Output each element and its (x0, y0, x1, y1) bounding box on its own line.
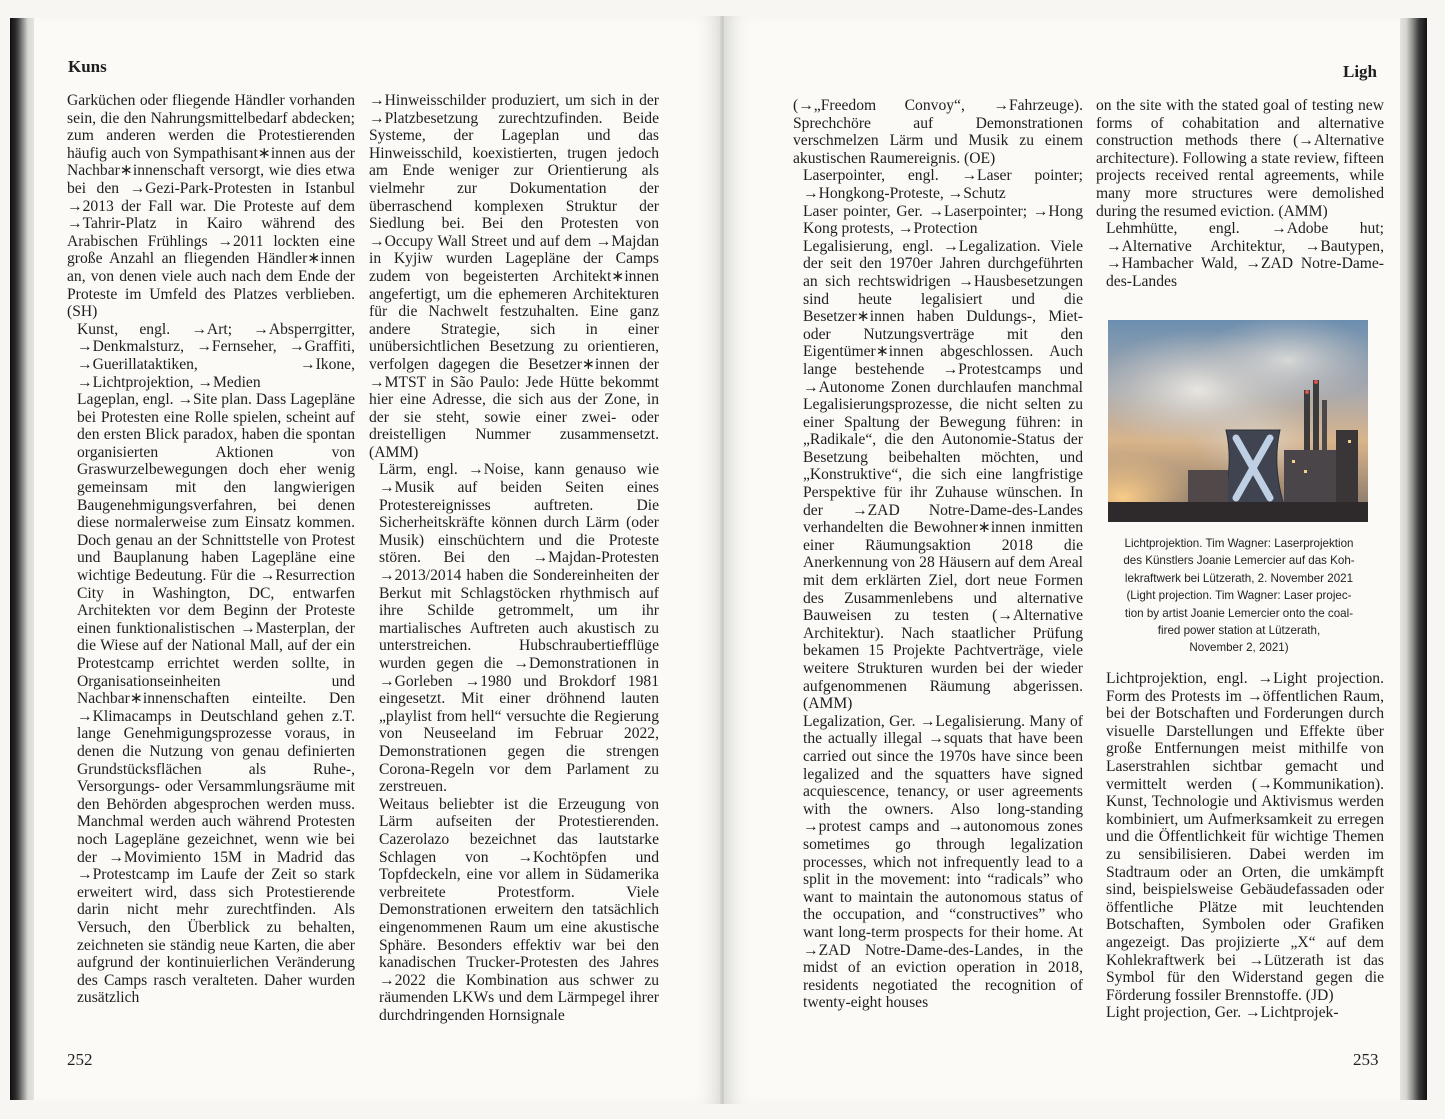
text-paragraph: Weitaus beliebter ist die Erzeugung von Lärm aufseiten der Protestierenden. Cazerolazo bezeichnet das lautstarke Schlagen von →Kochtöpfen und Topfdeckeln, eine vor allem in Südamerika verbreitete Protestform. Viele Demonstrationen erweitern den tatsächlich eingenommenen Raum um eine akustische Sphäre. Besonders effektiv war bei den kanadischen Trucker-Protesten des Jahres →2022 die Kombination aus schwer zu räumenden LKWs und dem Lärmpegel ihrer durchdringenden Hornsignale (379, 795, 659, 1024)
caption-line: des Künstlers Joanie Lemercier auf das Koh- (1123, 554, 1355, 568)
right-column-1 (793, 97, 1083, 1012)
caption-line: November 2, 2021) (1189, 641, 1289, 655)
caption-line: fired power station at Lützerath, (1157, 624, 1321, 638)
entry-laerm: Lärm, engl. →Noise, kann genauso wie →Musik auf beiden Seiten eines Protestereignisses auftreten. Die Sicherheitskräfte können durch Lärm (oder Musik) einschüchtern und die Proteste stören. Bei den →Majdan-Protesten →2013/2014 haben die Sondereinheiten der Berkut mit Schlagstöcken rhythmisch auf ihre Schilde getrommelt, um ihr martialisches Auftreten auch akustisch zu unterstreichen. Hubschraubertiefflüge wurden gegen die →Demonstrationen in →Gorleben →1980 und Brokdorf 1981 eingesetzt. Mit einer dröhnend lauten „playlist from hell“ versuchte die Regierung von Neuseeland im Februar 2022, Demonstrationen gegen die strengen Corona-Regeln vor dem Parlament zu zerstreuen. (379, 461, 659, 796)
left-page-number: 252 (67, 1050, 93, 1069)
left-column-2 (369, 92, 659, 1024)
photo-caption (1098, 535, 1380, 657)
text-paragraph: Garküchen oder fliegende Händler vorhanden sein, die den Nahrungsmittelbedarf abdecken; zum anderen werden die Protestierenden häufig auch von Sympathisant∗innen aus der Nachbar∗innenschaft versorgt, wie dies etwa bei den →Gezi-Park-Protesten in Istanbul →2013 der Fall war. Die Proteste auf dem →Tahrir-Platz in Kairo während des Arabischen Frühlings →2011 lockten eine große Anzahl an fliegenden Händler∗innen an, von denen viele auch nach dem Ende der Proteste im Umfeld des Platzes verblieben. (SH) (67, 92, 355, 321)
right-column-2-bottom (1096, 670, 1384, 1022)
entry-laser-pointer: Laser pointer, Ger. →Laserpointer; →Hong Kong protests, →Protection (803, 202, 1083, 238)
left-column-1 (67, 92, 355, 1007)
entry-kunst: Kunst, engl. →Art; →Absperrgitter, →Denkmalsturz, →Fernseher, →Graffiti, →Guerillataktiken, →Ikone, →Lichtprojektion, →Medien (77, 320, 355, 391)
right-running-header: Ligh (1343, 62, 1378, 81)
caption-line: (Light projection. Tim Wagner: Laser projec- (1126, 589, 1352, 603)
right-column-2-top (1096, 97, 1384, 291)
right-page-number: 253 (1353, 1050, 1379, 1069)
entry-light-projection: Light projection, Ger. →Lichtprojek- (1106, 1004, 1339, 1022)
entry-legalisierung: Legalisierung, engl. →Legalization. Viele der seit den 1970er Jahren durchgeführten an sich rechtswidrigen →Hausbesetzungen sind heute legalisiert und die Besetzer∗innen haben Duldungs-, Miet- oder Nutzungsverträge mit den Eigentümer∗innen abgeschlossen. Auch lange bestehende →Protestcamps und →Autonome Zonen durchlaufen manchmal Legalisierungsprozesse, die nicht selten zu einer Spaltung der Bewegung führen: in „Radikale“, die den Autonomie-Status der Besetzung beibehalten möchten, und „Konstruktive“, die sich eine langfristige Perspektive für ihr Zuhause wünschen. In der →ZAD Notre-Dame-des-Landes verhandelten die Bewohner∗innen inmitten einer Räumungsaktion 2018 die Anerkennung von 28 Häusern auf dem Areal mit dem erklärten Ziel, dort neue Formen des Zusammenlebens und alternative Bauweisen zu testen (→Alternative Architektur). Nach staatlicher Prüfung bekamen 15 Projekte Pachtverträge, viele weitere Strukturen wurden bei der wieder aufgenommenen Räumung abgerissen. (AMM) (803, 237, 1083, 713)
entry-lichtprojektion: Lichtprojektion, engl. →Light projection. Form des Protests im →öffentlichen Raum, bei der Botschaften und Forderungen durch visuelle Darstellungen und Effekte über große Entfernungen meist mithilfe von Laserstrahlen sichtbar gemacht und vermittelt werden (→Kommunikation). Kunst, Technologie und Aktivismus werden kombiniert, um Aufmerksamkeit zu erregen und die Öffentlichkeit für wichtige Themen zu sensibilisieren. Dabei werden im Stadtraum oder an Orten, die umkämpft sind, beispielsweise Gebäudefassaden oder öffentliche Plätze mit leuchtenden Botschaften, Symbolen oder Grafiken angezeigt. Das projizierte „X“ auf dem Kohlekraftwerk bei →Lützerath ist das Symbol für den Widerstand gegen die Förderung fossiler Brennstoffe. (JD) (1106, 670, 1384, 1004)
entry-lageplan: Lageplan, engl. →Site plan. Dass Lagepläne bei Protesten eine Rolle spielen, scheint auf den ersten Blick paradox, haben die spontan organisierten Aktionen von Graswurzelbewegungen doch eher wenig gemeinsam mit den langwierigen Baugenehmigungsverfahren, bei denen diese normalerweise zum Einsatz kommen. Doch genau an der Schnittstelle von Protest und Bauplanung haben Lagepläne eine wichtige Bedeutung. Für die →Resurrection City in Washington, DC, entwarfen Architekten vor dem Beginn der Proteste einen funktionalistischen →Masterplan, der die Wiese auf der National Mall, auf der ein Protestcamp errichtet werden sollte, in Organisationseinheiten und Nachbar∗innenschaften einteilte. Den →Klimacamps in Deutschland gehen z.T. lange Genehmigungsprozesse voraus, in denen die Nutzung von genau definierten Grundstücksflächen als Ruhe-, Versorgungs- oder Versammlungsräume mit den Behörden abgesprochen werden muss. Manchmal werden auch während Protesten noch Lagepläne gezeichnet, wenn wie bei der →Movimiento 15M in Madrid das →Protestcamp im Laufe der Zeit so stark erweitert wird, dass sich Protestierende darin nicht mehr zurechtfinden. Als Versuch, den Überblick zu behalten, zeichneten sie ständig neue Karten, die aber aufgrund der kontinuierlichen Veränderung des Camps rasch veralteten. Daher wurden zusätzlich (77, 391, 355, 1007)
entry-laserpointer: Laserpointer, engl. →Laser pointer; →Hongkong-Proteste, →Schutz (803, 167, 1083, 202)
entry-lehmhuette: Lehmhütte, engl. →Adobe hut; →Alternative Architektur, →Bautypen, →Hambacher Wald, →ZAD Notre-Dame-des-Landes (1106, 220, 1384, 290)
caption-line: tion by artist Joanie Lemercier onto the coal- (1124, 606, 1354, 620)
text-paragraph: (→„Freedom Convoy“, →Fahrzeuge). Sprechchöre auf Demonstrationen verschmelzen Lärm und Musik zu einem akustischen Raumereignis. (OE) (793, 97, 1083, 167)
caption-line: lekraftwerk bei Lützerath, 2. November 2021 (1124, 571, 1354, 585)
entry-legalization: Legalization, Ger. →Legalisierung. Many of the actually illegal →squats that have been carried out since the 1970s have since been legalized and the squatters have signed acquiescence, tenancy, or user agreements with the owners. Also long-standing →protest camps and →autonomous zones sometimes go through legalization processes, which not infrequently lead to a split in the movement: into “radicals” who want to maintain the autonomous status of the occupation, and “constructives” who want long-term prospects for their home. At →ZAD Notre-Dame-des-Landes, in the midst of an eviction operation in 2018, residents negotiated the recognition of twenty-eight houses (803, 712, 1083, 1012)
text-paragraph: on the site with the stated goal of testing new forms of cohabitation and alternative construction methods there (→Alternative architecture). Following a state review, fifteen projects received rental agreements, while many more structures were demolished during the resumed eviction. (AMM) (1096, 97, 1384, 220)
left-running-header: Kuns (68, 57, 107, 76)
power-station-photo (1108, 320, 1368, 522)
caption-line: Lichtprojektion. Tim Wagner: Laserprojektion (1124, 537, 1354, 550)
text-paragraph: →Hinweisschilder produziert, um sich in der →Platzbesetzung zurechtzufinden. Beide Systeme, der Lageplan und das Hinweisschild, koexistierten, trugen jedoch am Ende weniger zur Orientierung als vielmehr zur Dokumentation der überraschend komplexen Struktur der Siedlung bei. Bei den Protesten von →Occupy Wall Street und auf dem →Majdan in Kyjiw wurden Lagepläne der Camps zudem von begeisterten Architekt∗innen angefertigt, um die ephemeren Architekturen für die Nachwelt festzuhalten. Eine ganz andere Strategie, sich in einer unübersichtlichen Besetzung zu orientieren, verfolgen dagegen die Besetzer∗innen der →MTST in São Paulo: Jede Hütte bekommt hier eine Adresse, die sich aus der Zone, in der sie steht, sowie einer zwei- oder dreistelligen Nummer zusammensetzt. (AMM) (369, 92, 659, 461)
